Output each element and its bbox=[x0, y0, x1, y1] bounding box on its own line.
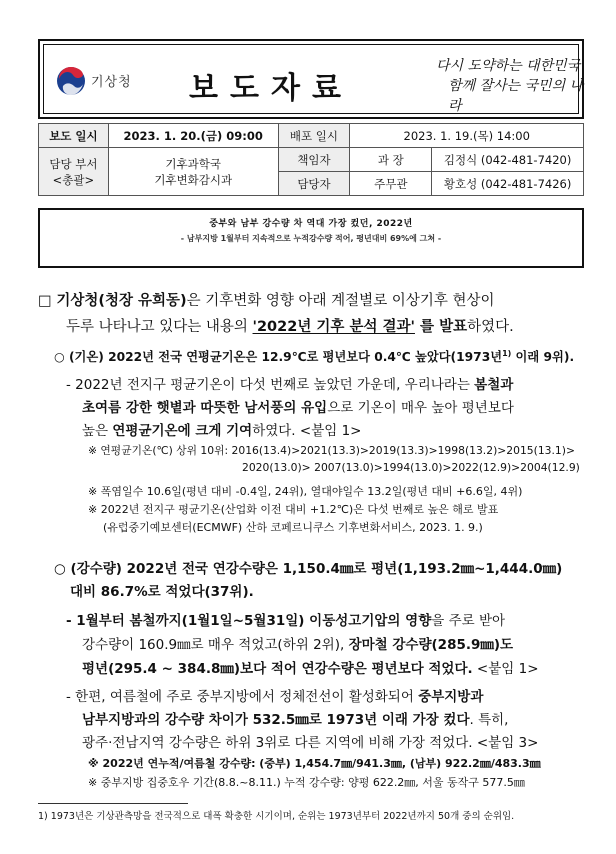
footnote-text: 1) 1973년은 기상관측망을 전국적으로 대폭 확충한 시기이며, 순위는 1973년부터 2022년까지 50개 중의 순위임. bbox=[38, 811, 515, 822]
report-title: '2022년 기후 분석 결과' bbox=[252, 319, 415, 335]
temperature-note-1-cont: 2020(13.0)> 2007(13.0)>1994(13.0)>2022(12.9)>2004(12.9) bbox=[242, 461, 580, 474]
rain-detail-text-1: 을 주로 받아 bbox=[431, 613, 506, 629]
footnote-ref: 1) bbox=[502, 348, 512, 358]
temperature-detail-line-1 bbox=[66, 373, 513, 393]
rain-detail-text-4: - 한편, 여름철에 주로 중부지방에서 정체전선이 활성화되어 bbox=[66, 689, 419, 705]
release-date-value: 2023. 1. 20.(금) 09:00 bbox=[108, 124, 278, 148]
press-release-title: 보도자료 bbox=[189, 71, 353, 106]
headline: 중부와 남부 강수량 차 역대 가장 컸던, 2022년 bbox=[209, 219, 413, 229]
temp-detail-text-4: 하였다. <붙임 1> bbox=[252, 423, 362, 439]
precipitation-detail-line-4 bbox=[66, 685, 483, 705]
temperature-detail-line-3 bbox=[82, 419, 361, 439]
agency-head: 기상청(청장 유희동) bbox=[56, 293, 187, 309]
intro-text-3: 하였다. bbox=[467, 319, 514, 335]
temp-detail-bold-1: 봄철과 bbox=[474, 377, 514, 393]
temp-detail-bold-2: 초여름 강한 햇볕과 따뜻한 남서풍의 유입 bbox=[82, 400, 328, 416]
contact-row-1 bbox=[39, 148, 584, 172]
intro-text-2: 두루 나타나고 있다는 내용의 bbox=[66, 319, 253, 335]
rain-detail-bold-4: 중부지방과 bbox=[418, 689, 484, 705]
rain-detail-bold-1: - 1월부터 봄철까지(1월1일~5월31일) 이동성고기압의 영향 bbox=[66, 613, 432, 629]
release-row bbox=[39, 124, 584, 148]
slogan-line-2: 함께 잘사는 국민의 나라 bbox=[448, 78, 584, 114]
temperature-heading bbox=[54, 347, 574, 365]
intro-text-1: 은 기후변화 영향 아래 계절별로 이상기후 현상이 bbox=[186, 293, 495, 309]
agency-name: 기상청 bbox=[91, 75, 132, 90]
temp-detail-text-3: 높은 bbox=[82, 423, 113, 439]
distribute-date-value: 2023. 1. 19.(목) 14:00 bbox=[350, 124, 584, 148]
precipitation-heading-line-1: ○ (강수량) 2022년 전국 연강수량은 1,150.4㎜로 평년(1,193.2㎜~1,444.0㎜) bbox=[54, 561, 563, 577]
precipitation-detail-line-1 bbox=[66, 609, 505, 629]
rain-detail-bold-2: 장마철 강수량(285.9㎜)도 bbox=[348, 637, 514, 653]
taegeuk-logo-icon bbox=[56, 66, 86, 96]
release-date-label: 보도 일시 bbox=[39, 124, 109, 148]
temperature-note-1: ※ 연평균기온(℃) 상위 10위: 2016(13.4)>2021(13.3)>2019(13.3)>1998(13.2)>2015(13.1)> bbox=[88, 444, 575, 457]
precipitation-detail-line-5 bbox=[82, 708, 508, 728]
staff-role-label: 담당자 bbox=[278, 172, 350, 196]
department-value-line-1: 기후과학국 bbox=[165, 156, 221, 171]
slogan-line-1: 다시 도약하는 대한민국 bbox=[436, 58, 581, 74]
subheadline: - 남부지방 1월부터 지속적으로 누적강수량 적어, 평년대비 69%에 그쳐 - bbox=[180, 234, 442, 243]
precipitation-note-2: ※ 중부지방 집중호우 기간(8.8.~8.11.) 누적 강수량: 양평 622.2㎜, 서울 동작구 577.5㎜ bbox=[88, 776, 525, 789]
header-inner-frame bbox=[43, 44, 584, 114]
department-label-line-2: <총괄> bbox=[52, 172, 95, 187]
temperature-heading-text: ○ (기온) 2022년 전국 연평균기온은 12.9℃로 평년보다 0.4℃ 높았다(1973년 bbox=[54, 350, 503, 364]
announce-text: 를 발표 bbox=[414, 319, 468, 335]
manager-rank: 과 장 bbox=[350, 148, 432, 172]
rain-detail-text-2: 강수량이 160.9㎜로 매우 적었고(하위 2위), bbox=[82, 637, 349, 653]
rain-detail-text-5: . 특히, bbox=[469, 712, 509, 728]
temperature-note-2: ※ 폭염일수 10.6일(평년 대비 -0.4일, 24위), 열대야일수 13.2일(평년 대비 +6.6일, 4위) bbox=[88, 485, 523, 498]
temperature-detail-line-2 bbox=[82, 396, 514, 416]
precipitation-detail-line-6: 광주·전남지역 강수량은 하위 3위로 다른 지역에 비해 가장 적었다. <붙임 3> bbox=[82, 735, 539, 751]
staff-rank: 주무관 bbox=[350, 172, 432, 196]
footnote-separator bbox=[38, 803, 188, 804]
precipitation-note-1: ※ 2022년 연누적/여름철 강수량: (중부) 1,454.7㎜/941.3㎜, (남부) 922.2㎜/483.3㎜ bbox=[88, 757, 541, 770]
bullet-square-icon: □ bbox=[38, 293, 52, 309]
distribute-date-label: 배포 일시 bbox=[278, 124, 350, 148]
staff-contact: 황호성 (042-481-7426) bbox=[432, 172, 584, 196]
department-label-line-1: 담당 부서 bbox=[49, 156, 98, 171]
government-slogan bbox=[424, 56, 584, 116]
manager-role-label: 책임자 bbox=[278, 148, 350, 172]
temp-detail-text-1: - 2022년 전지구 평균기온이 다섯 번째로 높았던 가운데, 우리나라는 bbox=[66, 377, 475, 393]
department-value bbox=[108, 148, 278, 196]
precipitation-detail-line-3 bbox=[82, 657, 539, 677]
headline-box bbox=[38, 208, 584, 268]
precipitation-detail-line-2 bbox=[82, 633, 513, 653]
temperature-heading-tail: 이래 9위). bbox=[511, 350, 575, 364]
rain-detail-bold-5: 남부지방과의 강수량 차이가 532.5㎜로 1973년 이래 가장 컸다 bbox=[82, 712, 470, 728]
temperature-note-3-cont: (유럽중기예보센터(ECMWF) 산하 코페르니쿠스 기후변화서비스, 2023. 1. 9.) bbox=[103, 521, 483, 534]
press-release-header bbox=[38, 39, 584, 119]
rain-detail-bold-3: 평년(295.4 ~ 384.8㎜)보다 적어 연강수량은 평년보다 적었다. bbox=[82, 661, 473, 677]
intro-paragraph-line-2 bbox=[66, 315, 514, 336]
manager-contact: 김정식 (042-481-7420) bbox=[432, 148, 584, 172]
rain-detail-text-3: <붙임 1> bbox=[472, 661, 539, 677]
temp-detail-text-2: 으로 기온이 매우 높아 평년보다 bbox=[327, 400, 514, 416]
kma-logo bbox=[56, 62, 166, 102]
department-label bbox=[39, 148, 109, 196]
release-info-table bbox=[38, 123, 584, 196]
intro-paragraph-line-1 bbox=[38, 289, 494, 310]
temp-detail-bold-3: 연평균기온에 크게 기여 bbox=[112, 423, 253, 439]
temperature-note-3: ※ 2022년 전지구 평균기온(산업화 이전 대비 +1.2℃)은 다섯 번째로 높은 해로 발표 bbox=[88, 503, 499, 516]
department-value-line-2: 기후변화감시과 bbox=[154, 172, 233, 187]
precipitation-heading-line-2: 대비 86.7%로 적었다(37위). bbox=[70, 584, 254, 600]
